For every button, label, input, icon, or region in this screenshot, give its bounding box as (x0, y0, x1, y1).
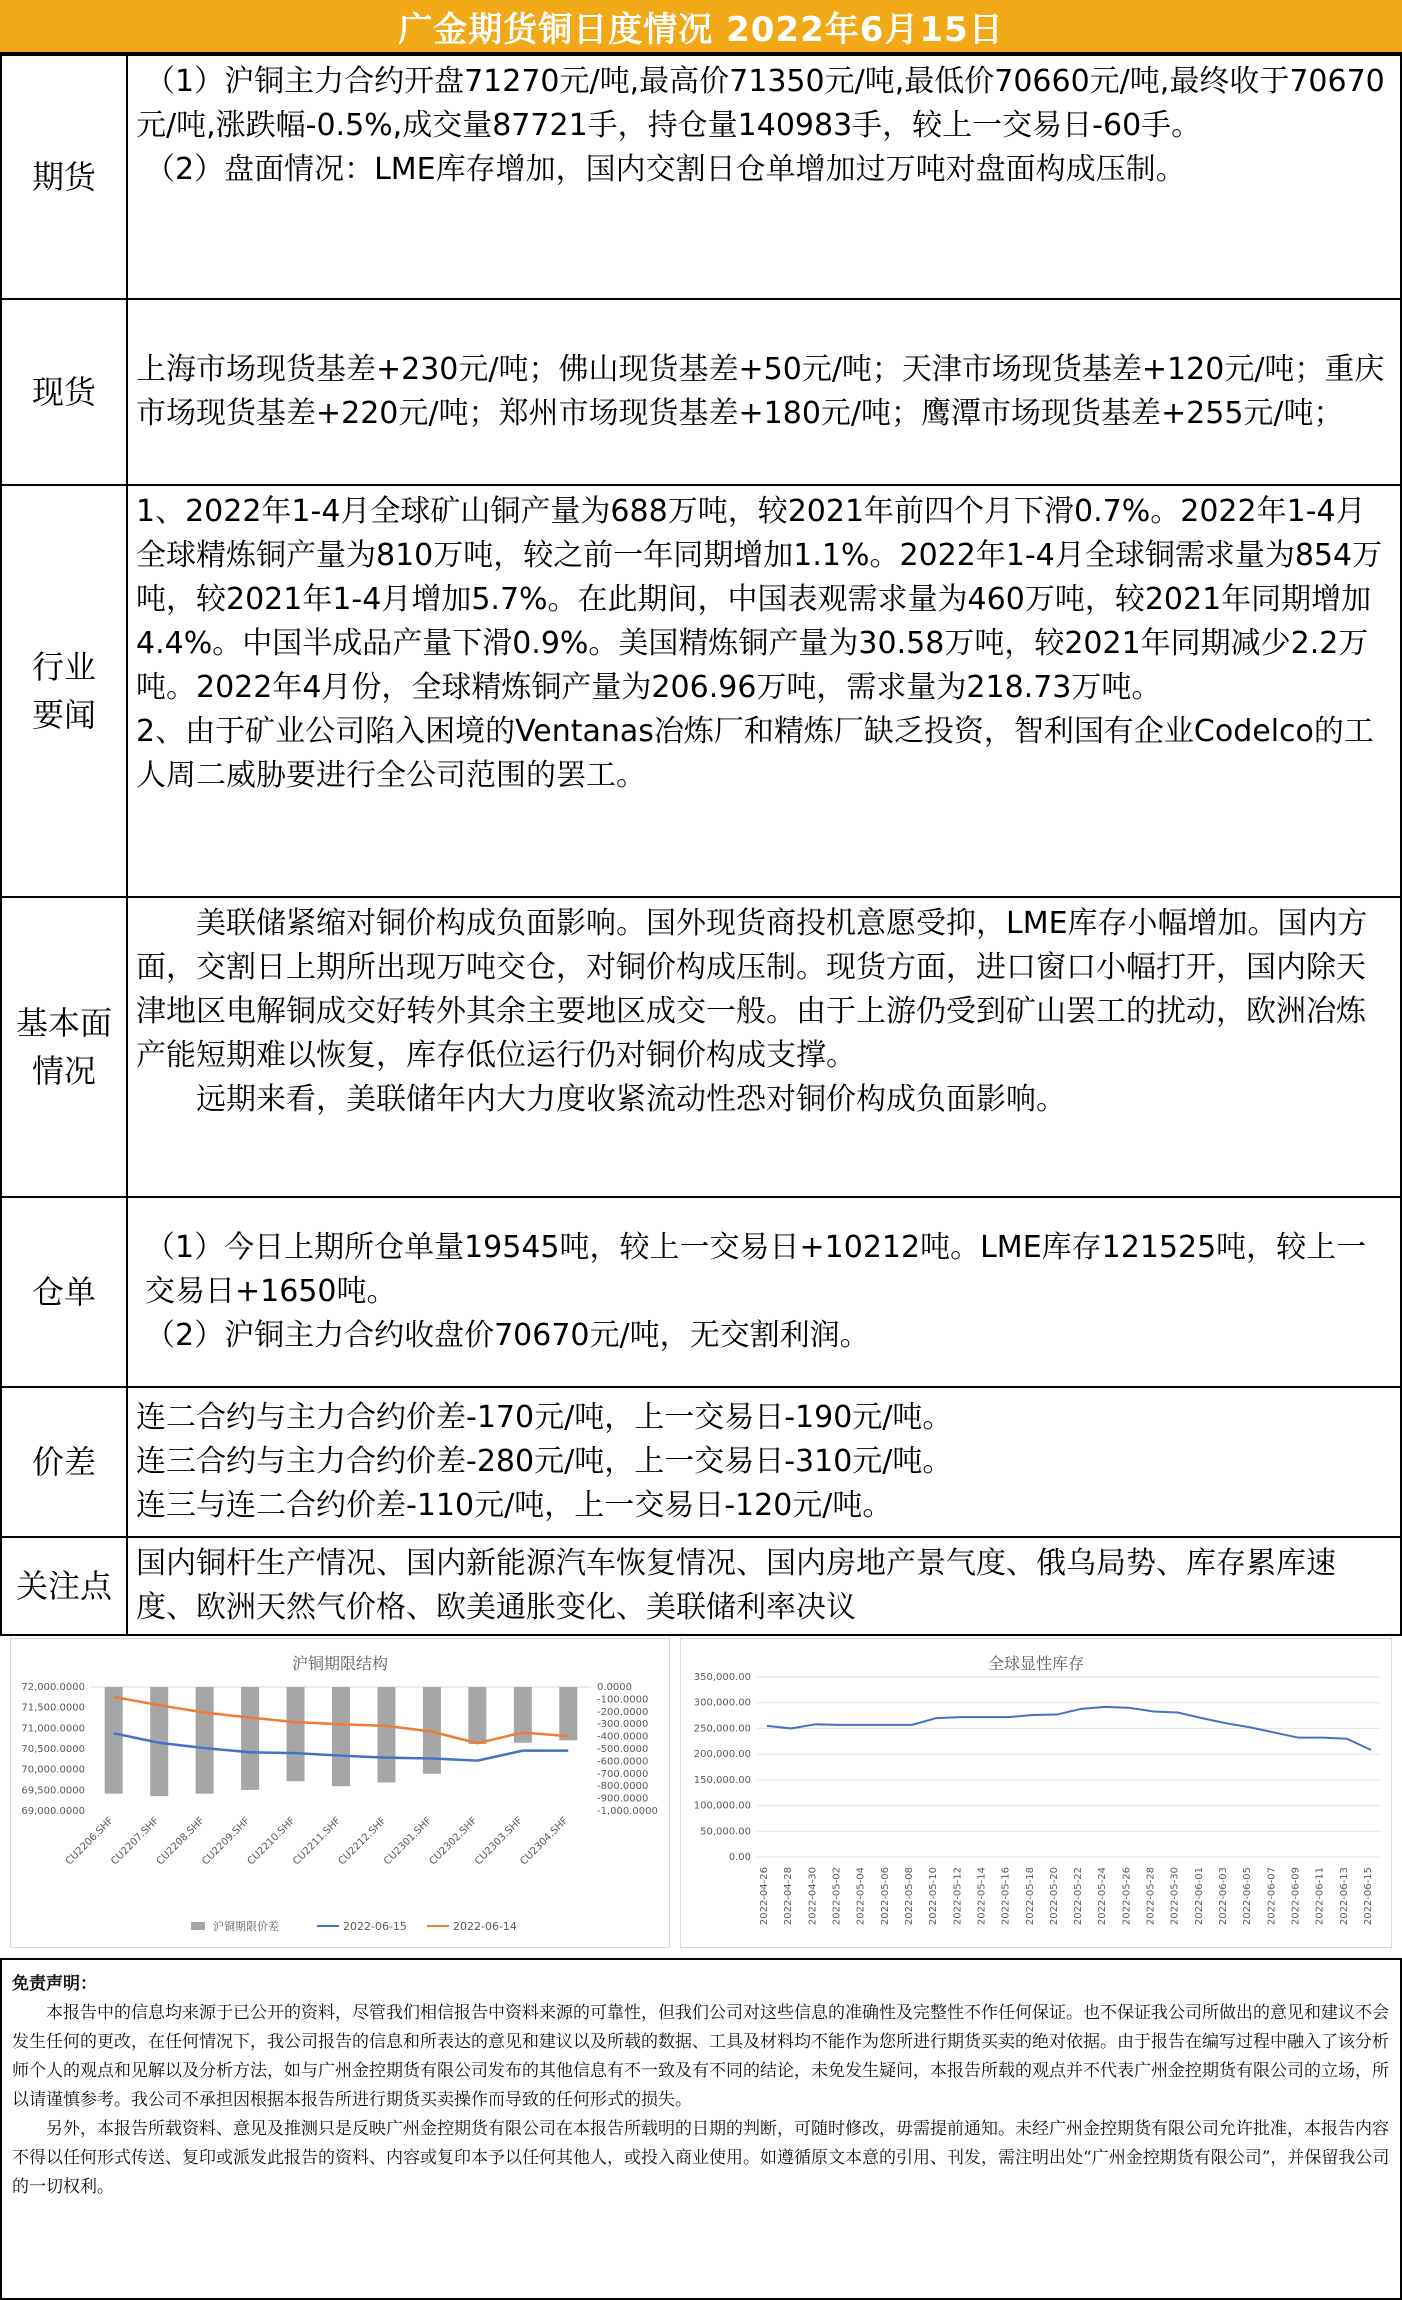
x-tick-label: 2022-06-05 (1242, 1867, 1254, 1926)
y-tick-label: 100,000.00 (693, 1800, 751, 1812)
x-tick-label: CU2209.SHF (200, 1815, 253, 1868)
y-left-tick-label: 71,500.0000 (21, 1702, 85, 1714)
disclaimer-title: 免责声明： (12, 1974, 97, 1994)
y-left-tick-label: 70,500.0000 (21, 1744, 85, 1755)
x-tick-label: 2022-05-10 (928, 1867, 940, 1926)
content-industry (127, 485, 1401, 897)
x-tick-label: 2022-06-01 (1193, 1867, 1205, 1926)
y-right-tick-label: -400.0000 (597, 1731, 649, 1743)
y-right-tick-label: 0.0000 (597, 1682, 632, 1693)
industry-line-1: 1、2022年1-4月全球矿山铜产量为688万吨，较2021年前四个月下滑0.7%。2022年1-4月全球精炼铜产量为810万吨，较之前一年同期增加1.1%。2022年1-4月全球铜需求量为854万吨，较2021年1-4月增加5.7%。在此期间，中国表观需求量为460万吨，较2021年同期增加4.4%。中国半成品产量下滑0.9%。美国精炼铜产量为30.58万吨，较2021年同期减少2.2万吨。2022年4月份，全球精炼铜产量为206.96万吨，需求量为218.73万吨。 (136, 494, 1383, 705)
label-futures: 期货 (1, 55, 127, 299)
x-tick-label: CU2208.SHF (154, 1815, 207, 1868)
disclaimer-para-1: 本报告中的信息均来源于已公开的资料，尽管我们相信报告中资料来源的可靠性，但我们公司对这些信息的准确性及完整性不作任何保证。也不保证我公司所做出的意见和建议不会发生任何的更改，在任何情况下，我公司报告的信息和所表达的意见和建议以及所载的数据、工具及材料均不能作为您所进行期货买卖的绝对依据。由于报告在编写过程中融入了该分析师个人的观点和见解以及分析方法，如与广州金控期货有限公司发布的其他信息有不一致及有不同的结论，未免发生疑问，本报告所载的观点并不代表广州金控期货有限公司的立场，所以请谨慎参考。我公司不承担因根据本报告所进行期货买卖操作而导致的任何形式的损失。 (12, 2003, 1389, 2110)
x-tick-label: 2022-06-07 (1266, 1867, 1278, 1926)
x-tick-label: CU2304.SHF (518, 1815, 571, 1868)
x-tick-label: 2022-04-30 (807, 1867, 819, 1926)
x-tick-label: 2022-05-02 (831, 1867, 843, 1926)
y-right-tick-label: -800.0000 (597, 1781, 649, 1793)
content-futures (127, 55, 1401, 299)
x-tick-label: 2022-05-24 (1097, 1867, 1109, 1926)
x-tick-label: 2022-06-15 (1363, 1867, 1374, 1926)
chart1-title: 沪铜期限结构 (291, 1654, 388, 1673)
y-left-tick-label: 69,000.0000 (21, 1806, 85, 1817)
y-tick-label: 350,000.00 (693, 1672, 751, 1683)
x-tick-label: 2022-05-20 (1048, 1867, 1060, 1926)
row-spread (1, 1387, 1401, 1537)
futures-line-1: （1）沪铜主力合约开盘71270元/吨,最高价71350元/吨,最低价70660元/吨,最终收于70670元/吨,涨跌幅-0.5%,成交量87721手，持仓量140983手，较上一交易日-60手。 (136, 64, 1385, 143)
y-right-tick-label: -900.0000 (597, 1793, 649, 1805)
y-right-tick-label: -100.0000 (597, 1694, 649, 1706)
row-futures (1, 55, 1401, 299)
label-spot: 现货 (1, 299, 127, 485)
spread-line-1: 连二合约与主力合约价差-170元/吨，上一交易日-190元/吨。 (136, 1400, 953, 1435)
bar-term-spread (332, 1687, 350, 1786)
chart1-svg (11, 1639, 671, 1949)
y-left-tick-label: 69,500.0000 (21, 1785, 85, 1797)
bar-term-spread (241, 1687, 259, 1790)
content-spread (127, 1387, 1401, 1537)
x-tick-label: CU2210.SHF (245, 1815, 298, 1868)
content-focus (127, 1537, 1401, 1635)
y-right-tick-label: -700.0000 (597, 1768, 649, 1780)
label-fundamentals (1, 897, 127, 1197)
x-tick-label: 2022-06-13 (1338, 1867, 1350, 1926)
charts-area (0, 1638, 1402, 1948)
legend-label: 2022-06-15 (343, 1920, 407, 1933)
x-tick-label: CU2212.SHF (336, 1815, 389, 1868)
label-focus: 关注点 (1, 1537, 127, 1635)
y-right-tick-label: -600.0000 (597, 1756, 649, 1768)
spread-line-2: 连三合约与主力合约价差-280元/吨，上一交易日-310元/吨。 (136, 1444, 953, 1479)
x-tick-label: 2022-04-26 (759, 1867, 770, 1926)
label-industry (1, 485, 127, 897)
row-warrant (1, 1197, 1401, 1387)
x-tick-label: CU2302.SHF (427, 1815, 480, 1868)
label-industry-line1: 行业 (31, 648, 96, 686)
row-focus (1, 1537, 1401, 1635)
x-tick-label: 2022-06-09 (1290, 1867, 1302, 1926)
label-warrant: 仓单 (1, 1197, 127, 1387)
legend-label: 2022-06-14 (453, 1920, 517, 1933)
x-tick-label: 2022-06-03 (1218, 1867, 1230, 1926)
bar-term-spread (287, 1687, 305, 1781)
row-industry (1, 485, 1401, 897)
x-tick-label: 2022-05-14 (976, 1867, 988, 1926)
bar-term-spread (105, 1687, 123, 1794)
fundamentals-line-1: 美联储紧缩对铜价构成负面影响。国外现货商投机意愿受抑，LME库存小幅增加。国内方面，交割日上期所出现万吨交仓，对铜价构成压制。现货方面，进口窗口小幅打开，国内除天津地区电解铜成交好转外其余主要地区成交一般。由于上游仍受到矿山罢工的扰动，欧洲冶炼产能短期难以恢复，库存低位运行仍对铜价构成支撑。 (136, 906, 1368, 1073)
spread-line-3: 连三与连二合约价差-110元/吨，上一交易日-120元/吨。 (136, 1488, 893, 1523)
legend-swatch (191, 1922, 205, 1930)
content-fundamentals (127, 897, 1401, 1197)
bar-term-spread (377, 1687, 395, 1782)
label-spread: 价差 (1, 1387, 127, 1537)
y-tick-label: 300,000.00 (693, 1697, 751, 1709)
y-tick-label: 150,000.00 (693, 1774, 751, 1786)
label-industry-line2: 要闻 (31, 696, 96, 734)
y-tick-label: 200,000.00 (693, 1749, 751, 1761)
x-tick-label: CU2207.SHF (109, 1815, 162, 1868)
y-tick-label: 250,000.00 (693, 1723, 751, 1735)
y-right-tick-label: -300.0000 (597, 1719, 649, 1731)
y-tick-label: 50,000.00 (700, 1826, 751, 1838)
x-tick-label: 2022-05-22 (1073, 1867, 1085, 1926)
y-right-tick-label: -500.0000 (597, 1744, 649, 1755)
y-left-tick-label: 72,000.0000 (21, 1682, 85, 1693)
x-tick-label: CU2303.SHF (472, 1815, 525, 1868)
row-spot (1, 299, 1401, 485)
warrant-line-2: （2）沪铜主力合约收盘价70670元/吨，无交割利润。 (145, 1318, 870, 1353)
focus-text: 国内铜杆生产情况、国内新能源汽车恢复情况、国内房地产景气度、俄乌局势、库存累库速度、欧洲天然气价格、欧美通胀变化、美联储利率决议 (136, 1546, 1336, 1625)
bar-term-spread (196, 1687, 214, 1794)
x-tick-label: CU2211.SHF (291, 1815, 344, 1868)
x-tick-label: 2022-04-28 (783, 1867, 795, 1926)
bar-term-spread (468, 1687, 486, 1744)
content-spot (127, 299, 1401, 485)
futures-line-2: （2）盘面情况：LME库存增加，国内交割日仓单增加过万吨对盘面构成压制。 (145, 152, 1186, 187)
spot-text: 上海市场现货基差+230元/吨；佛山现货基差+50元/吨；天津市场现货基差+120元/吨；重庆市场现货基差+220元/吨；郑州市场现货基差+180元/吨；鹰潭市场现货基差+255元/吨； (136, 352, 1385, 431)
y-left-tick-label: 71,000.0000 (21, 1723, 85, 1735)
chart-term-structure (10, 1638, 670, 1948)
fundamentals-line-2: 远期来看，美联储年内大力度收紧流动性恐对铜价构成负面影响。 (196, 1082, 1066, 1117)
warrant-line-1: （1）今日上期所仓单量19545吨，较上一交易日+10212吨。LME库存121525吨，较上一交易日+1650吨。 (145, 1230, 1367, 1309)
x-tick-label: CU2206.SHF (63, 1815, 116, 1868)
label-fundamentals-line1: 基本面 (15, 1004, 112, 1042)
bar-term-spread (559, 1687, 577, 1740)
x-tick-label: CU2301.SHF (382, 1815, 435, 1868)
content-warrant (127, 1197, 1401, 1387)
x-tick-label: 2022-05-26 (1121, 1867, 1133, 1926)
chart-global-inventory (680, 1638, 1392, 1948)
y-tick-label: 0.00 (728, 1852, 751, 1863)
chart2-svg (681, 1639, 1393, 1949)
x-tick-label: 2022-05-08 (903, 1867, 915, 1926)
row-fundamentals (1, 897, 1401, 1197)
industry-line-2: 2、由于矿业公司陷入困境的Ventanas冶炼厂和精炼厂缺乏投资，智利国有企业Codelco的工人周二威胁要进行全公司范围的罢工。 (136, 714, 1374, 793)
disclaimer (0, 1958, 1402, 2300)
chart2-title: 全球显性库存 (987, 1654, 1084, 1673)
y-left-tick-label: 70,000.0000 (21, 1764, 85, 1776)
x-tick-label: 2022-05-30 (1169, 1867, 1181, 1926)
report-table (0, 54, 1402, 1636)
x-tick-label: 2022-05-06 (879, 1867, 891, 1926)
x-tick-label: 2022-05-04 (855, 1867, 867, 1926)
x-tick-label: 2022-05-12 (952, 1867, 964, 1926)
x-tick-label: 2022-05-28 (1145, 1867, 1157, 1926)
y-right-tick-label: -1,000.0000 (597, 1806, 658, 1817)
x-tick-label: 2022-05-16 (1000, 1867, 1012, 1926)
disclaimer-para-2: 另外，本报告所载资料、意见及推测只是反映广州金控期货有限公司在本报告所载明的日期的判断，可随时修改，毋需提前通知。未经广州金控期货有限公司允许批准，本报告内容不得以任何形式传送、复印或派发此报告的资料、内容或复印本予以任何其他人，或投入商业使用。如遵循原文本意的引用、刊发，需注明出处“广州金控期货有限公司”，并保留我公司的一切权利。 (12, 2119, 1390, 2197)
x-tick-label: 2022-06-11 (1314, 1867, 1326, 1926)
y-right-tick-label: -200.0000 (597, 1706, 649, 1718)
page-title: 广金期货铜日度情况 2022年6月15日 (0, 0, 1402, 54)
label-fundamentals-line2: 情况 (31, 1052, 96, 1090)
legend-label: 沪铜期限价差 (213, 1920, 279, 1933)
x-tick-label: 2022-05-18 (1024, 1867, 1036, 1926)
